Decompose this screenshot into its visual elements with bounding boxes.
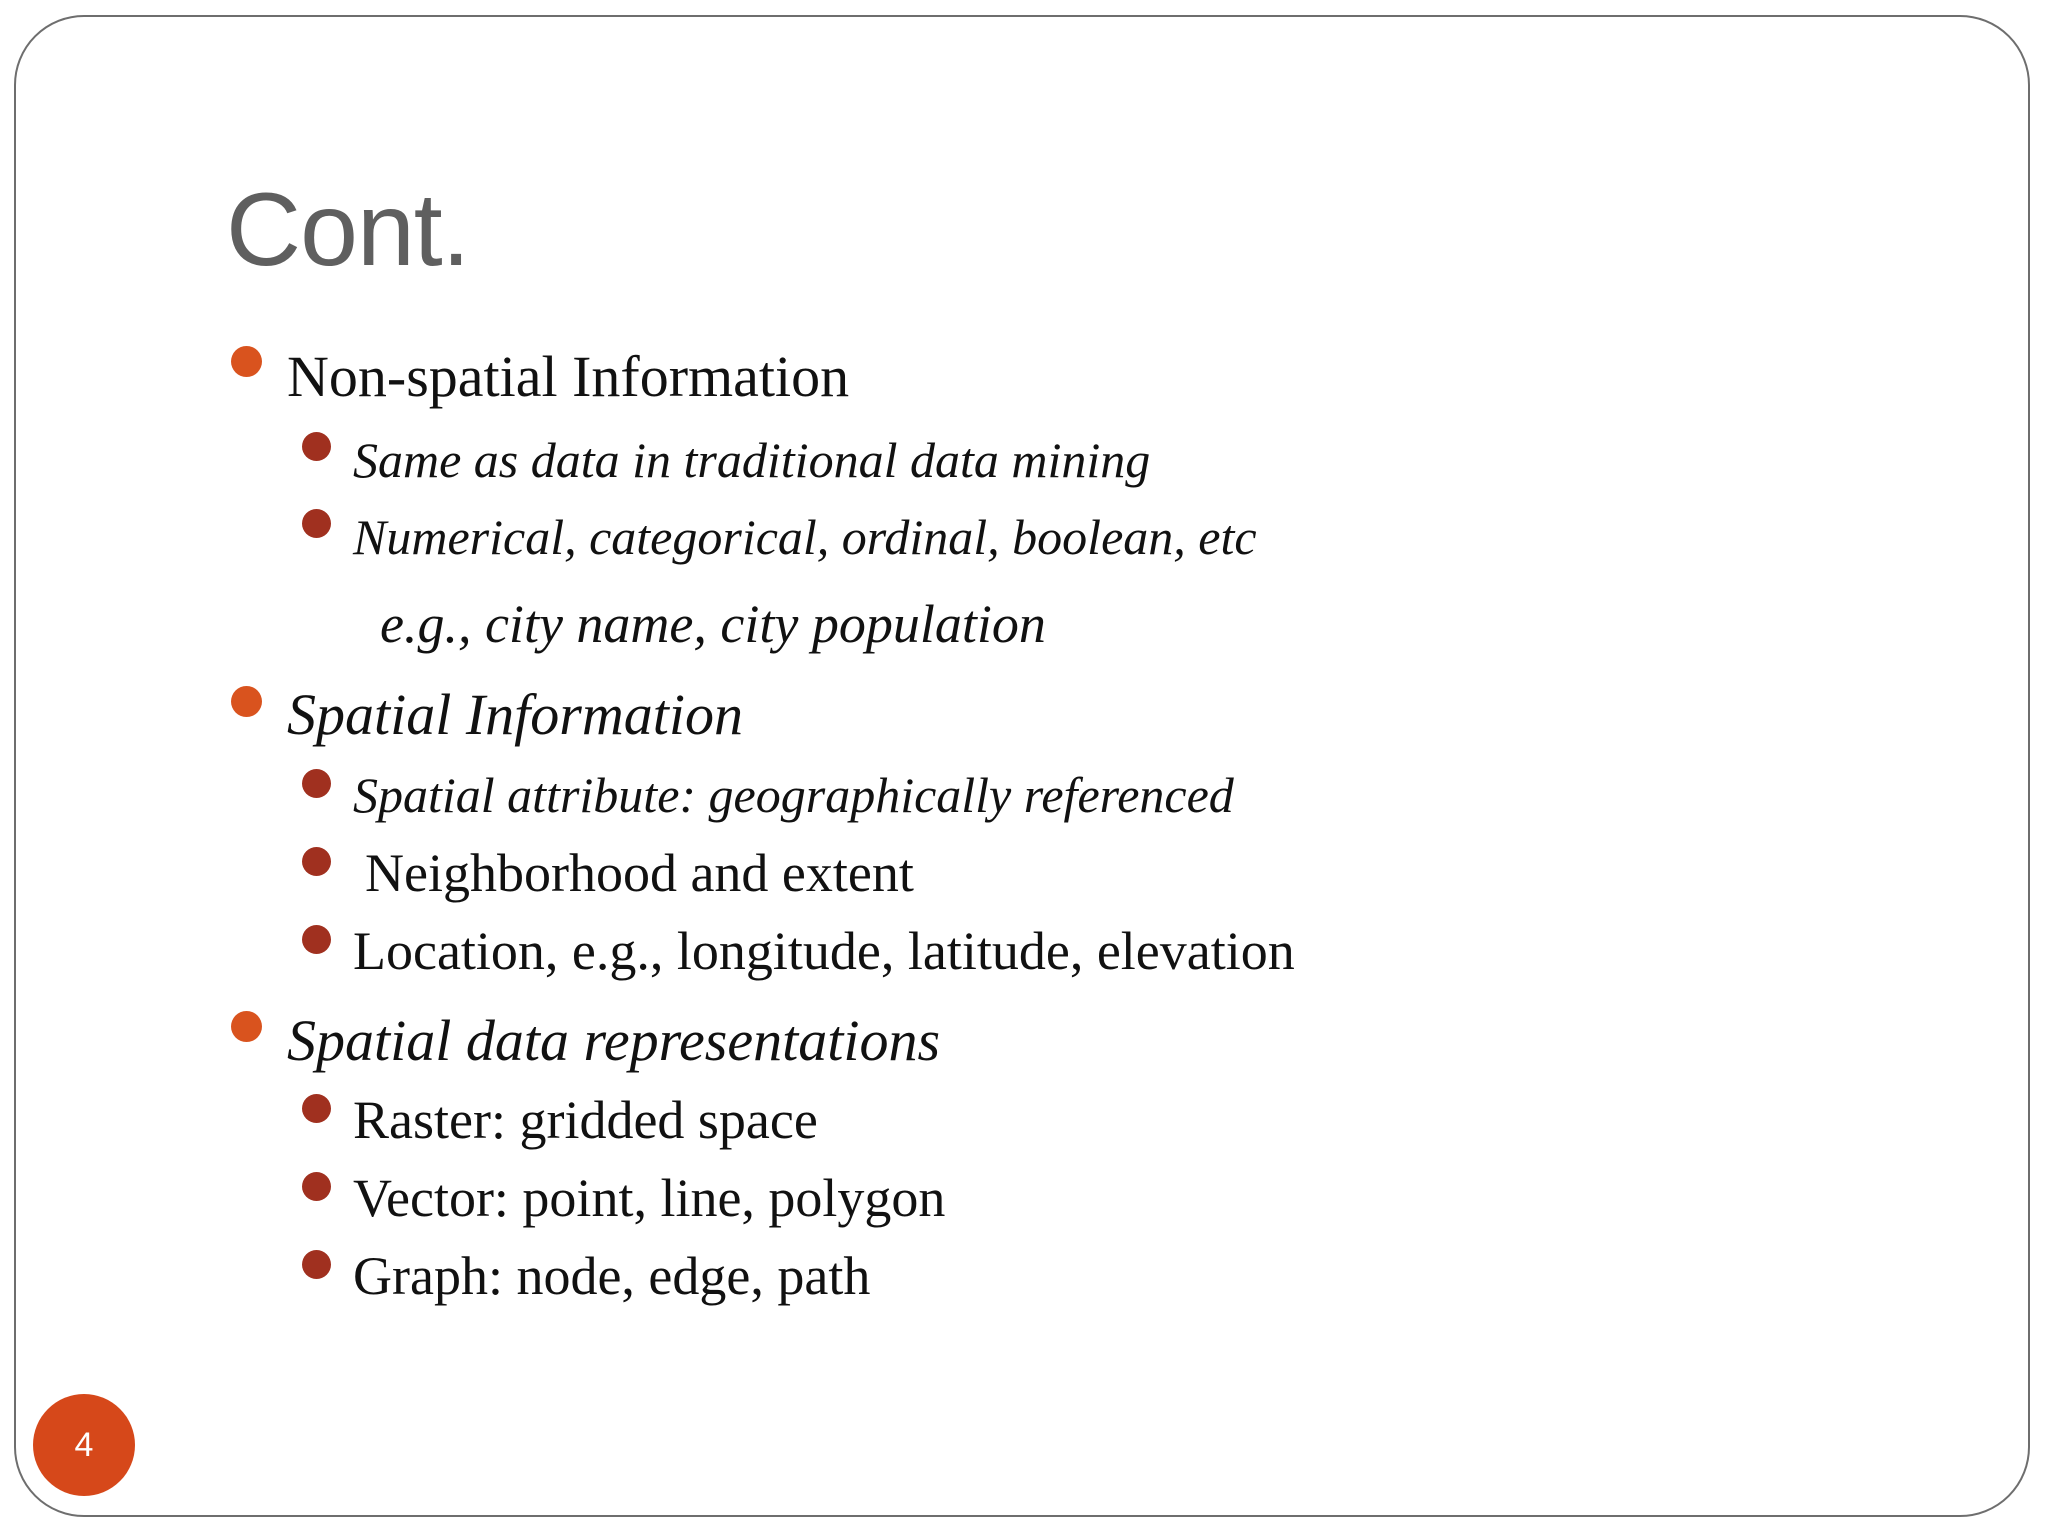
bullet-text: Vector: point, line, polygon bbox=[353, 1168, 946, 1228]
bullet-spatial-information bbox=[287, 682, 743, 747]
bullet-numerical-categorical bbox=[353, 509, 1257, 565]
bullet-location bbox=[353, 921, 1295, 981]
bullet-non-spatial-information bbox=[287, 344, 850, 409]
bullet-text: Spatial data representations bbox=[287, 1008, 941, 1073]
bullet-dot-level1 bbox=[231, 346, 262, 377]
page-number: 4 bbox=[74, 1425, 94, 1464]
bullet-dot-level2 bbox=[302, 769, 331, 798]
bullet-text: Location, e.g., longitude, latitude, elevation bbox=[353, 921, 1295, 981]
bullet-text: Raster: gridded space bbox=[353, 1090, 818, 1150]
page-number-badge bbox=[33, 1394, 135, 1496]
bullet-neighborhood-extent bbox=[365, 843, 914, 903]
bullet-text: Neighborhood and extent bbox=[365, 843, 914, 903]
bullet-text: Same as data in traditional data mining bbox=[353, 432, 1151, 488]
bullet-dot-level2 bbox=[302, 925, 331, 954]
bullet-spatial-data-representations bbox=[287, 1008, 941, 1073]
bullet-text: Spatial attribute: geographically referenced bbox=[353, 767, 1234, 823]
bullet-text: Spatial Information bbox=[287, 682, 743, 747]
bullet-dot-level2 bbox=[302, 1172, 331, 1201]
bullet-text: Numerical, categorical, ordinal, boolean, etc bbox=[353, 509, 1257, 565]
bullet-same-as-traditional bbox=[353, 432, 1151, 488]
bullet-text: e.g., city name, city population bbox=[380, 594, 1046, 654]
bullet-dot-level1 bbox=[231, 1011, 262, 1042]
bullet-dot-level1 bbox=[231, 686, 262, 717]
bullet-dot-level2 bbox=[302, 509, 331, 538]
bullet-text: Non-spatial Information bbox=[287, 344, 850, 409]
bullet-vector bbox=[353, 1168, 946, 1228]
bullet-text: Graph: node, edge, path bbox=[353, 1246, 871, 1306]
bullet-dot-level2 bbox=[302, 847, 331, 876]
bullet-graph bbox=[353, 1246, 871, 1306]
example-city-name bbox=[380, 594, 1046, 654]
slide-title: Cont. bbox=[226, 172, 470, 288]
bullet-spatial-attribute bbox=[353, 767, 1234, 823]
bullet-dot-level2 bbox=[302, 1250, 331, 1279]
bullet-dot-level2 bbox=[302, 432, 331, 461]
bullet-dot-level2 bbox=[302, 1094, 331, 1123]
bullet-raster bbox=[353, 1090, 818, 1150]
